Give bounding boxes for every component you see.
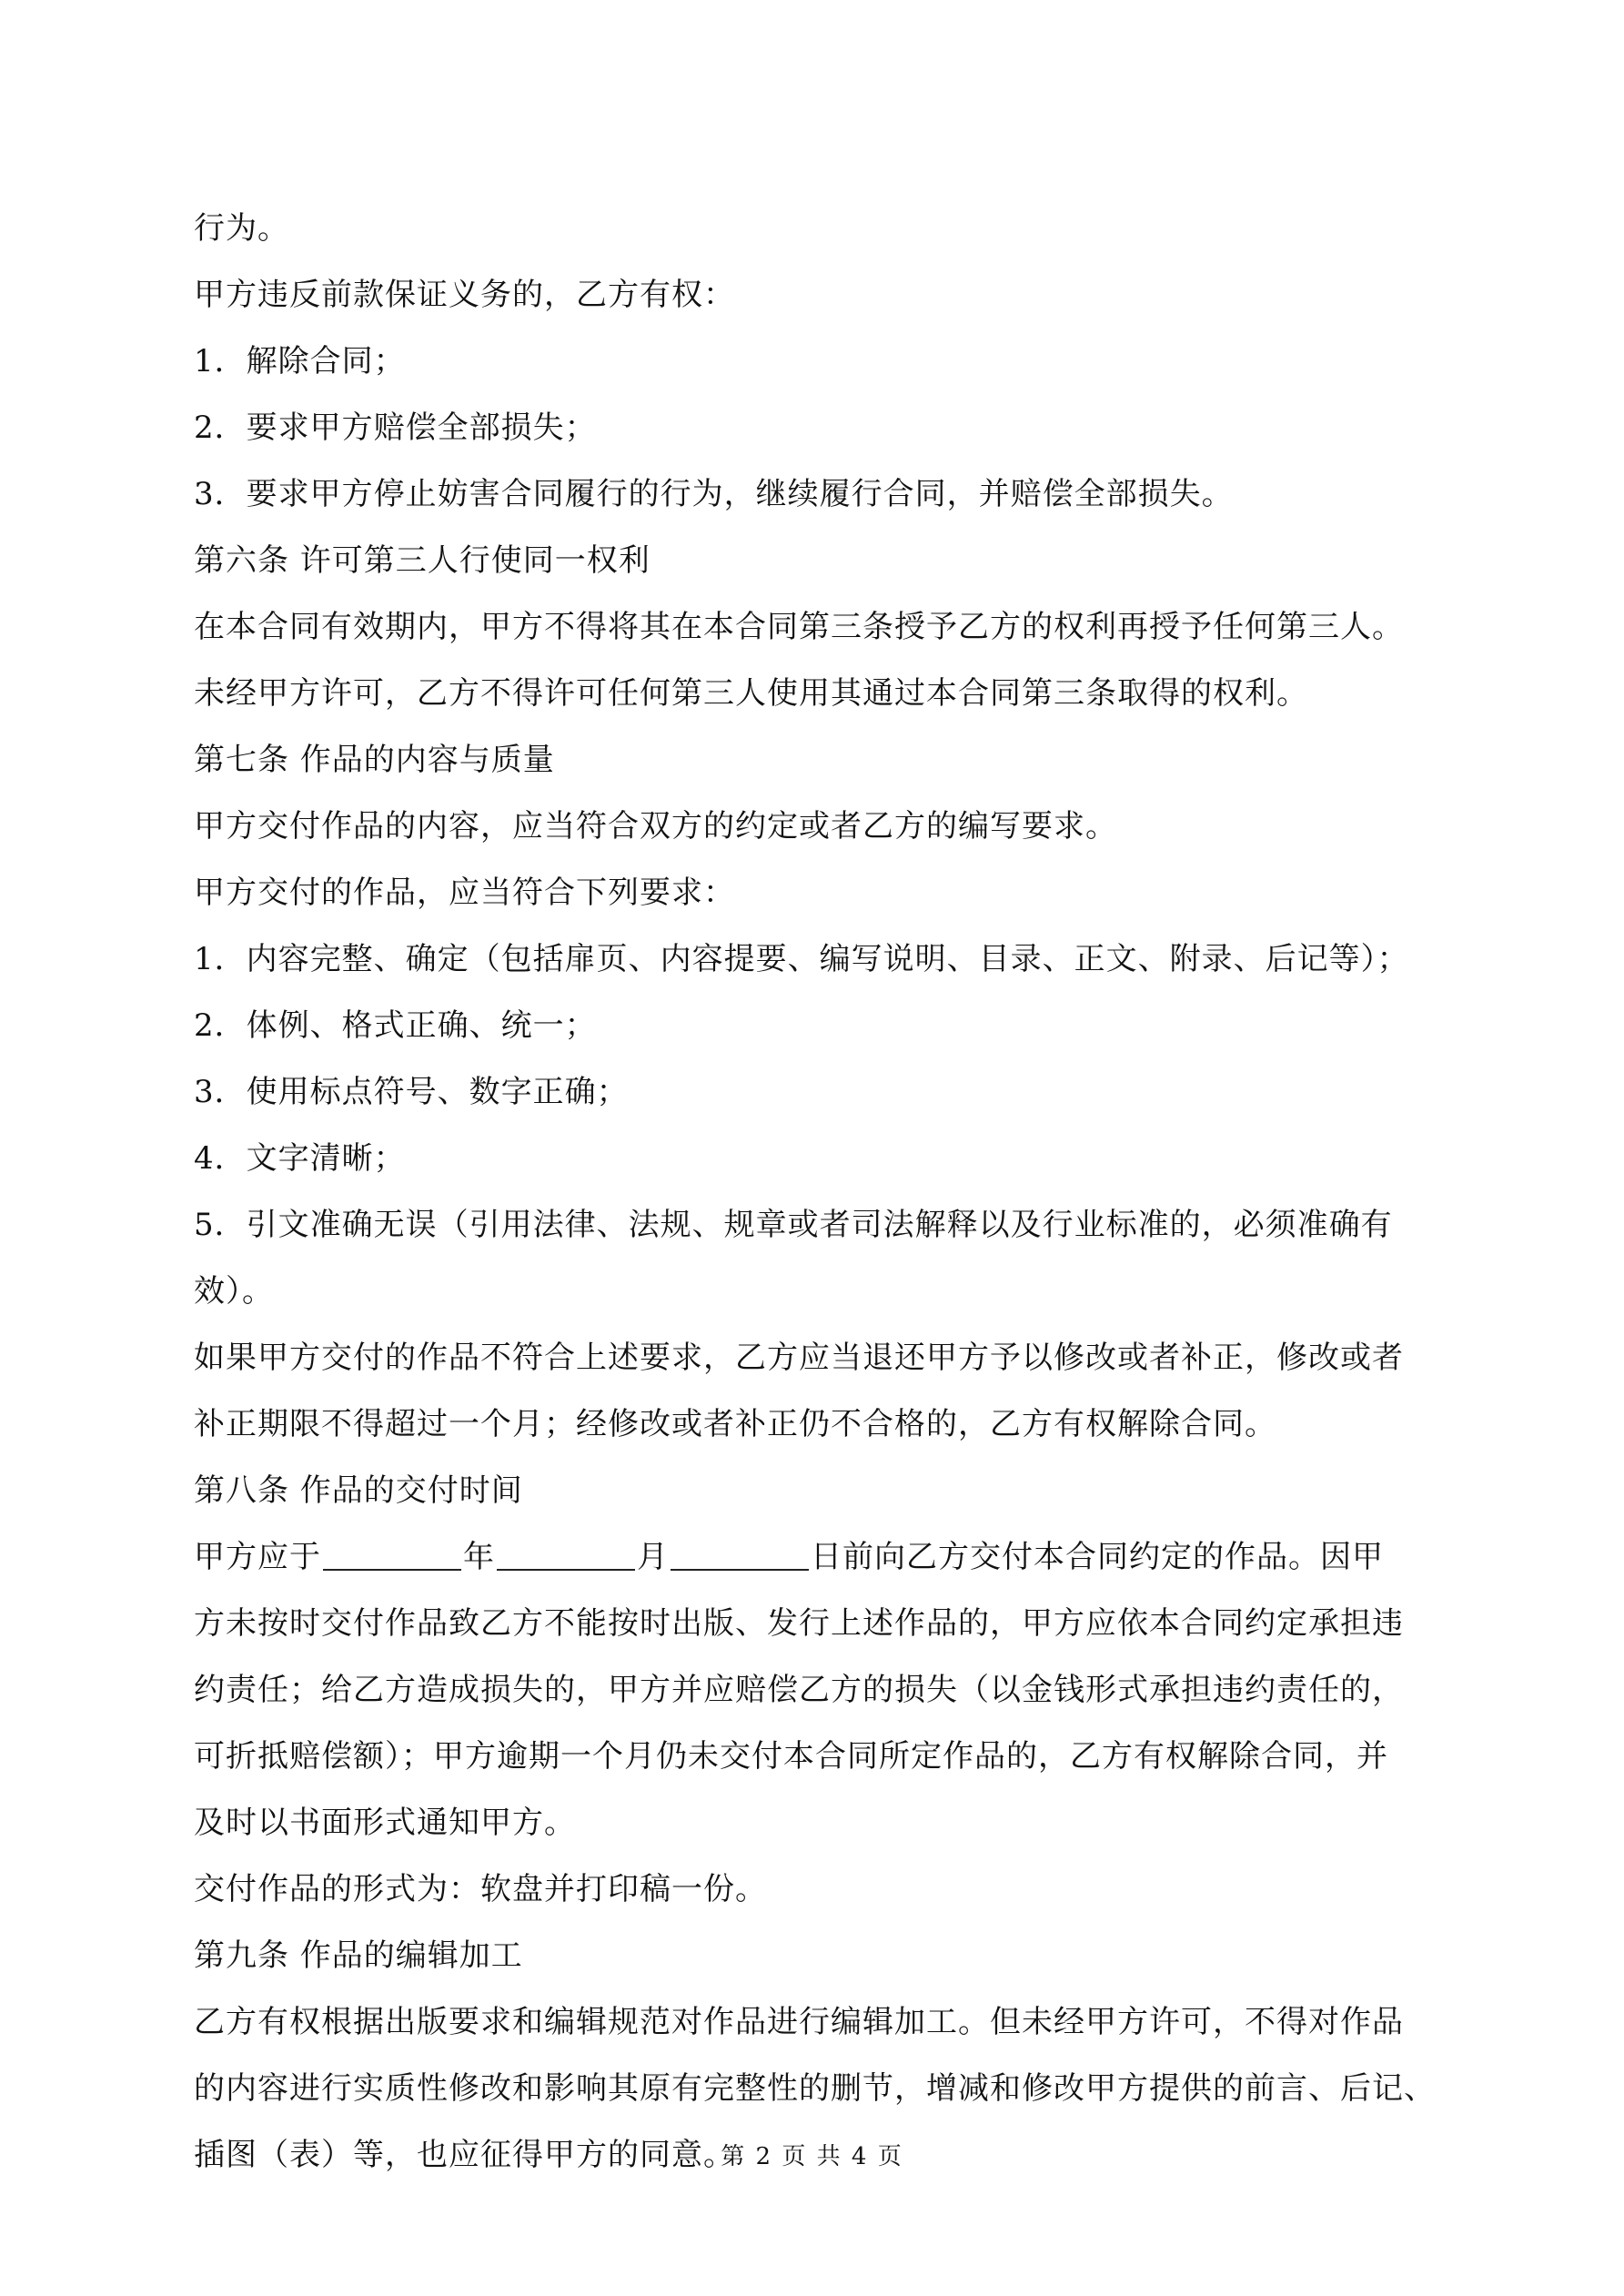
delivery-date-line	[194, 1524, 1431, 1591]
text-line: 可折抵赔偿额）；甲方逾期一个月仍未交付本合同所定作品的，乙方有权解除合同，并	[194, 1738, 1388, 1775]
text-line: 甲方违反前款保证义务的，乙方有权：	[194, 277, 735, 313]
text-line: 甲方交付的作品，应当符合下列要求：	[194, 875, 735, 911]
month-blank	[497, 1542, 635, 1571]
text-line: 方未按时交付作品致乙方不能按时出版、发行上述作品的，甲方应依本合同约定承担违	[194, 1605, 1404, 1642]
text-line: 乙方有权根据出版要求和编辑规范对作品进行编辑加工。但未经甲方许可，不得对作品	[194, 2004, 1404, 2040]
month-label: 月	[637, 1539, 669, 1575]
text-line: 交付作品的形式为：软盘并打印稿一份。	[194, 1871, 767, 1907]
text-line: 如果甲方交付的作品不符合上述要求，乙方应当退还甲方予以修改或者补正，修改或者	[194, 1340, 1404, 1376]
list-item: 1．内容完整、确定（包括扉页、内容提要、编写说明、目录、正文、附录、后记等）；	[194, 941, 1409, 977]
text-line: 约责任；给乙方造成损失的，甲方并应赔偿乙方的损失（以金钱形式承担违约责任的，	[194, 1672, 1404, 1708]
article-heading: 第七条 作品的内容与质量	[194, 742, 555, 778]
text-line: 效）。	[194, 1273, 274, 1310]
list-item: 3．要求甲方停止妨害合同履行的行为，继续履行合同，并赔偿全部损失。	[194, 476, 1234, 512]
article-heading: 第八条 作品的交付时间	[194, 1472, 523, 1509]
delivery-suffix: 日前向乙方交付本合同约定的作品。因甲	[811, 1539, 1384, 1575]
year-blank	[323, 1542, 461, 1571]
page-number-footer: 第 2 页 共 4 页	[721, 2143, 903, 2170]
text-line: 甲方交付作品的内容，应当符合双方的约定或者乙方的编写要求。	[194, 808, 1117, 845]
document-body	[194, 196, 1436, 2189]
year-label: 年	[463, 1539, 495, 1575]
text-line: 插图（表）等，也应征得甲方的同意。	[194, 2137, 735, 2173]
list-item: 4．文字清晰；	[194, 1140, 406, 1177]
text-line: 及时以书面形式通知甲方。	[194, 1805, 576, 1841]
article-heading: 第九条 作品的编辑加工	[194, 1937, 523, 1974]
list-item: 2．体例、格式正确、统一；	[194, 1007, 597, 1044]
text-line: 的内容进行实质性修改和影响其原有完整性的删节，增减和修改甲方提供的前言、后记、	[194, 2070, 1436, 2107]
text-line: 补正期限不得超过一个月；经修改或者补正仍不合格的，乙方有权解除合同。	[194, 1406, 1276, 1442]
list-item: 2．要求甲方赔偿全部损失；	[194, 410, 597, 446]
day-blank	[671, 1542, 809, 1571]
delivery-prefix: 甲方应于	[194, 1539, 321, 1575]
article-heading: 第六条 许可第三人行使同一权利	[194, 542, 651, 579]
list-item: 5．引文准确无误（引用法律、法规、规章或者司法解释以及行业标准的，必须准确有	[194, 1207, 1393, 1243]
list-item: 3．使用标点符号、数字正确；	[194, 1074, 629, 1110]
list-item: 1．解除合同；	[194, 343, 406, 379]
text-line: 未经甲方许可，乙方不得许可任何第三人使用其通过本合同第三条取得的权利。	[194, 675, 1308, 712]
text-line: 在本合同有效期内，甲方不得将其在本合同第三条授予乙方的权利再授予任何第三人。	[194, 609, 1404, 645]
text-line: 行为。	[194, 210, 289, 247]
